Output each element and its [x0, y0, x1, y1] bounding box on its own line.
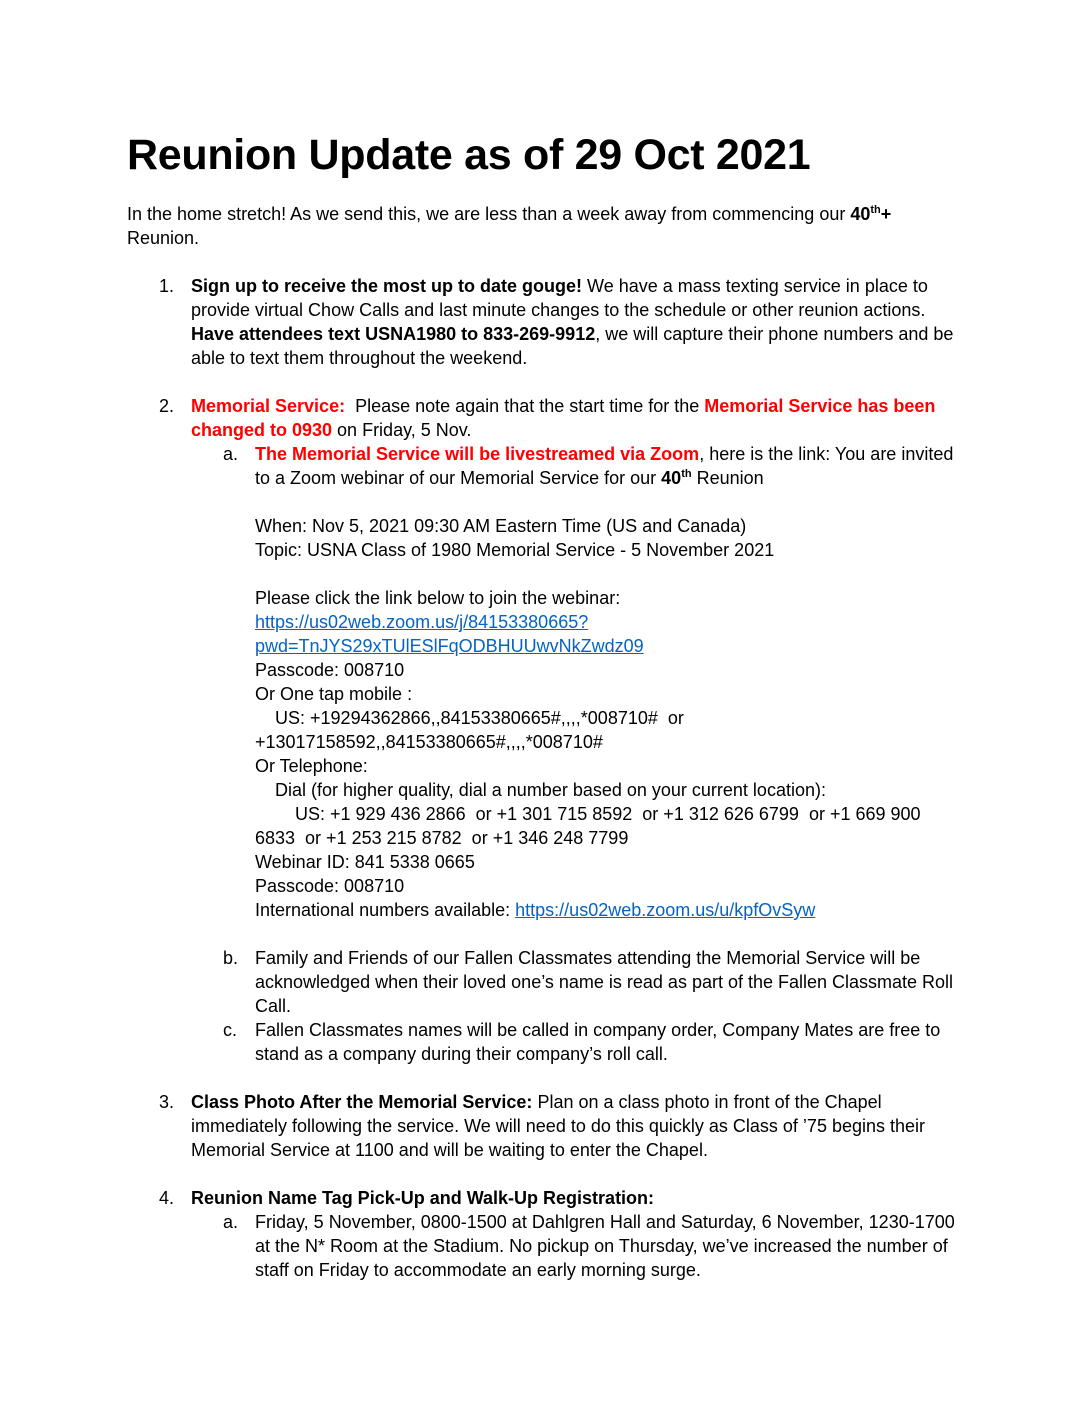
intro-th-superscript: th	[870, 204, 881, 216]
signup-text: We have a mass texting service in place to provide virtual Chow Calls and last minute changes to the schedule or other reunion actions.	[191, 276, 933, 320]
spacer	[127, 250, 960, 274]
webinar-topic-line: Topic: USNA Class of 1980 Memorial Service - 5 November 2021	[255, 540, 775, 560]
list-item-2a-text	[255, 444, 958, 488]
livestream-notice-red: The Memorial Service will be livestreamed via Zoom	[255, 444, 700, 464]
list-number-1: 1.	[159, 276, 175, 296]
passcode-line-2: Passcode: 008710	[255, 876, 405, 896]
intro-plus: +	[880, 204, 892, 224]
memorial-service-text: Please note again that the start time for the	[345, 396, 705, 416]
spacer	[127, 1162, 960, 1186]
reunion-th-superscript: th	[681, 468, 692, 480]
spacer	[127, 370, 960, 394]
list-letter-b: b.	[223, 948, 239, 968]
list-item-1	[159, 274, 960, 370]
international-numbers-label: International numbers available:	[255, 900, 516, 920]
signup-text-end: , we will capture their phone numbers and be able to text them throughout the weekend.	[191, 324, 959, 368]
webinar-id-line: Webinar ID: 841 5338 0665	[255, 852, 475, 872]
passcode-line-1: Passcode: 008710	[255, 660, 405, 680]
list-item-2	[159, 394, 960, 442]
class-photo-bold-lead: Class Photo After the Memorial Service:	[191, 1092, 533, 1112]
list-item-4-text	[191, 1188, 654, 1208]
livestream-text-end: Reunion	[691, 468, 764, 488]
or-telephone-label: Or Telephone:	[255, 756, 368, 776]
list-item-2c	[223, 1018, 960, 1066]
texting-instruction-bold: Have attendees text USNA1980 to 833-269-9912	[191, 324, 596, 344]
list-item-1-text	[191, 276, 958, 368]
list-number-2: 2.	[159, 396, 175, 416]
list-item-2c-text: Fallen Classmates names will be called in company order, Company Mates are free to stand as a company during their company’s roll call.	[255, 1020, 946, 1064]
livestream-text: , here is the link: You are invited to a Zoom webinar of our Memorial Service for our	[255, 444, 959, 488]
list-item-2b-text: Family and Friends of our Fallen Classmates attending the Memorial Service will be acknowledged when their loved one’s name is read as part of the Fallen Classmate Roll Call.	[255, 948, 959, 1016]
international-numbers-link[interactable]: https://us02web.zoom.us/u/kpfOvSyw	[515, 900, 816, 920]
list-letter-a2: a.	[223, 1212, 239, 1232]
webinar-when-line: When: Nov 5, 2021 09:30 AM Eastern Time (US and Canada)	[255, 516, 747, 536]
list-item-2-text	[191, 396, 940, 440]
time-change-red: Memorial Service has been changed to 0930	[191, 396, 941, 440]
page-title: Reunion Update as of 29 Oct 2021	[127, 131, 811, 179]
webinar-join-line	[255, 610, 960, 658]
webinar-click-instruction: Please click the link below to join the webinar:	[255, 588, 621, 608]
webinar-join-link[interactable]: https://us02web.zoom.us/j/84153380665?pwd=TnJYS29xTUlESlFqODBHUUwvNkZwdz09	[255, 612, 644, 656]
list-letter-a: a.	[223, 444, 239, 464]
telephone-numbers: US: +1 929 436 2866 or +1 301 715 8592 or +1 312 626 6799 or +1 669 900 6833 or +1 253 215 8782 or +1 346 248 7799	[255, 804, 926, 848]
list-item-3	[159, 1090, 960, 1162]
spacer	[127, 562, 960, 586]
intro-paragraph	[127, 202, 960, 250]
memorial-service-text-end: on Friday, 5 Nov.	[332, 420, 472, 440]
list-item-4a	[223, 1210, 960, 1282]
intro-text: In the home stretch! As we send this, we are less than a week away from commencing our	[127, 204, 851, 224]
list-item-2a	[223, 442, 960, 490]
list-number-4: 4.	[159, 1188, 175, 1208]
nametag-bold-heading: Reunion Name Tag Pick-Up and Walk-Up Registration:	[191, 1188, 655, 1208]
list-item-2b	[223, 946, 960, 1018]
list-item-4	[159, 1186, 960, 1210]
signup-bold-lead: Sign up to receive the most up to date gouge!	[191, 276, 583, 296]
list-letter-c: c.	[223, 1020, 238, 1040]
class-photo-text: Plan on a class photo in front of the Chapel immediately following the service. We will need to do this quickly as Class of ’75 begins their Memorial Service at 1100 and will be waiting to enter the Chapel.	[191, 1092, 931, 1160]
spacer	[127, 1066, 960, 1090]
list-number-3: 3.	[159, 1092, 175, 1112]
intro-text-end: Reunion.	[127, 204, 897, 248]
one-tap-numbers: US: +19294362866,,84153380665#,,,,*008710# or +13017158592,,84153380665#,,,,*008710#	[255, 708, 689, 752]
list-item-3-text	[191, 1092, 930, 1160]
reunion-40: 40	[661, 468, 682, 488]
memorial-service-heading-red: Memorial Service:	[191, 396, 346, 416]
intro-40: 40	[850, 204, 871, 224]
list-item-4a-text: Friday, 5 November, 0800-1500 at Dahlgren Hall and Saturday, 6 November, 1230-1700 at the N* Room at the Stadium. No pickup on Thursday, we’ve increased the number of staff on Friday to accommodate an early morning surge.	[255, 1212, 960, 1280]
one-tap-mobile-label: Or One tap mobile :	[255, 684, 413, 704]
dial-instruction: Dial (for higher quality, dial a number based on your current location):	[255, 780, 826, 800]
international-numbers-line	[255, 898, 960, 922]
spacer	[127, 490, 960, 514]
spacer	[127, 922, 960, 946]
